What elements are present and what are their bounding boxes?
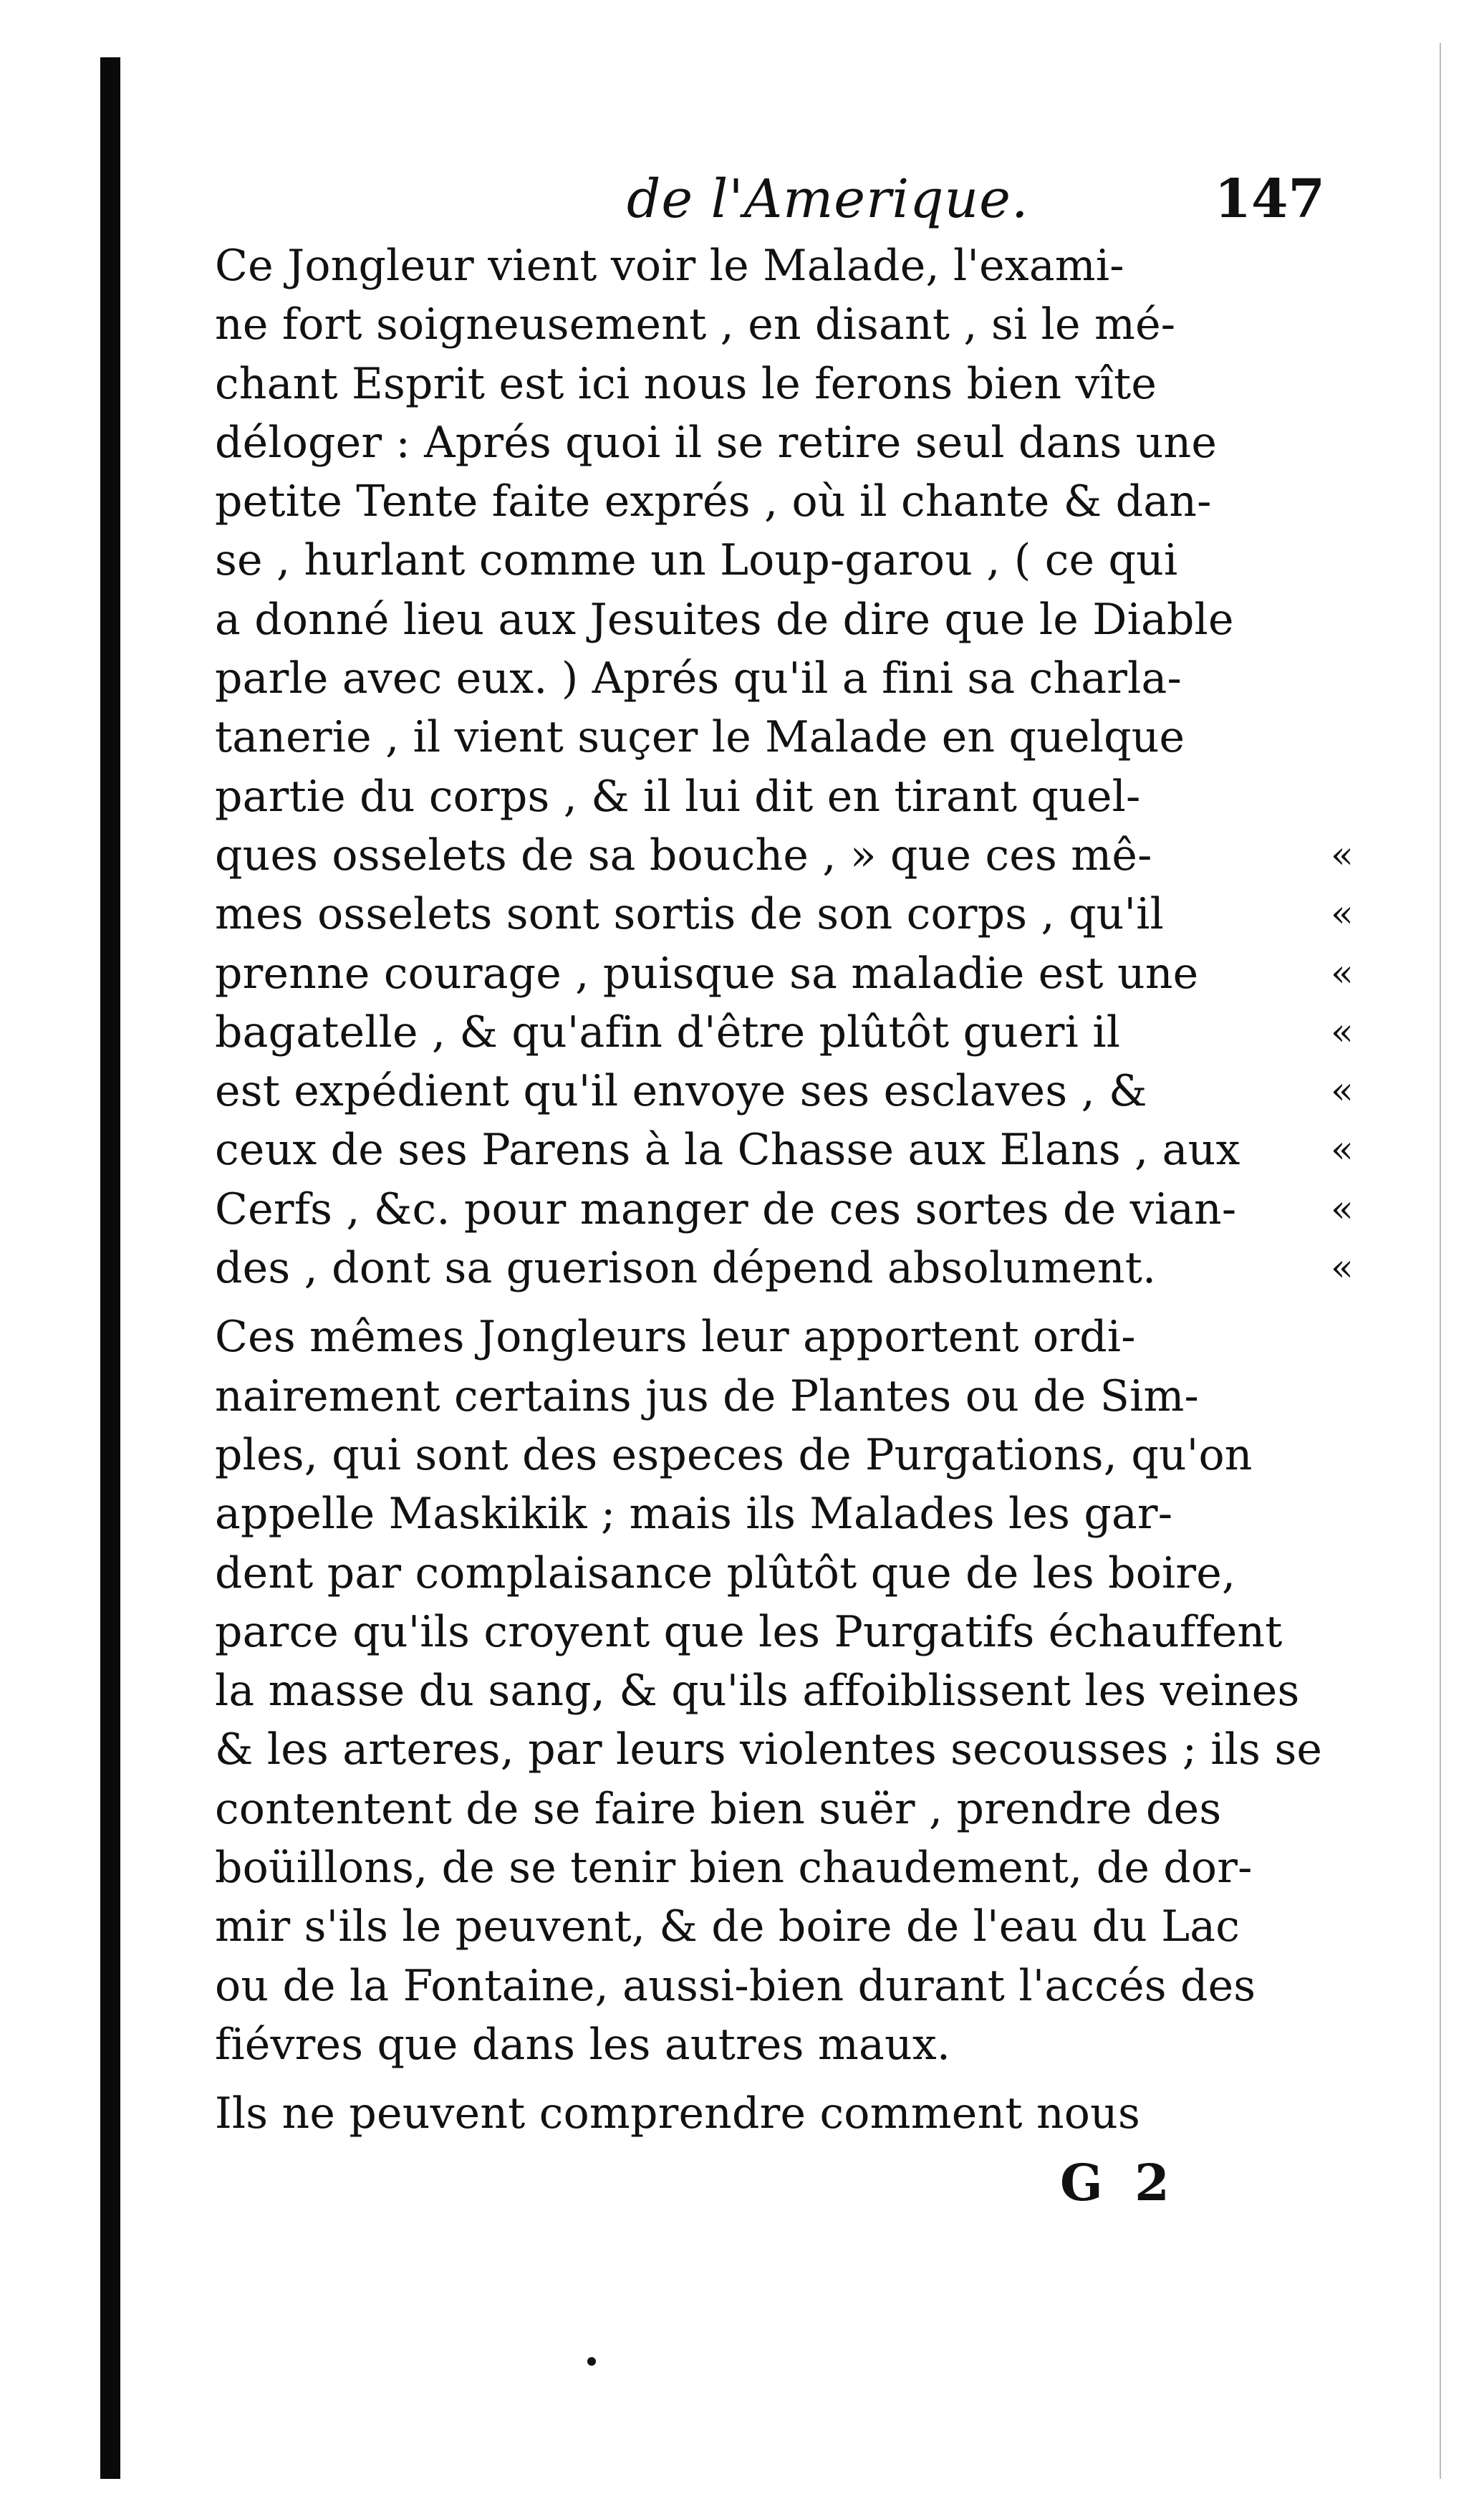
binding-edge bbox=[100, 57, 120, 2479]
line-text: a donné lieu aux Jesuites de dire que le Diable bbox=[215, 594, 1234, 645]
quote-mark: « bbox=[1330, 1247, 1354, 1290]
line-text: des , dont sa guerison dépend absolument. bbox=[215, 1243, 1157, 1294]
line-text: nairement certains jus de Plantes ou de Sim- bbox=[215, 1371, 1200, 1421]
line-text: boüillons, de se tenir bien chaudement, de dor- bbox=[215, 1843, 1253, 1894]
quote-mark: « bbox=[1330, 1128, 1354, 1172]
line-text: ceux de ses Parens à la Chasse aux Elans , aux bbox=[215, 1125, 1240, 1176]
line-text: la masse du sang, & qu'ils affoiblissent les veines bbox=[215, 1666, 1300, 1717]
line-text: est expédient qu'il envoye ses esclaves , & bbox=[215, 1066, 1147, 1117]
line-text: appelle Maskikik ; mais ils Malades les gar- bbox=[215, 1489, 1173, 1540]
text-line bbox=[215, 1838, 1325, 1897]
line-text: petite Tente faite exprés , où il chante & dan- bbox=[215, 476, 1212, 527]
text-line bbox=[215, 413, 1325, 472]
text-line bbox=[215, 1897, 1325, 1956]
text-line bbox=[215, 885, 1354, 944]
line-text: ques osselets de sa bouche , » que ces mê- bbox=[215, 830, 1152, 881]
text-line bbox=[215, 1484, 1325, 1543]
text-line bbox=[215, 295, 1325, 354]
text-line bbox=[215, 1603, 1325, 1661]
line-text: se , hurlant comme un Loup-garou , ( ce qui bbox=[215, 535, 1178, 586]
text-line bbox=[215, 1308, 1325, 1366]
text-line bbox=[215, 236, 1325, 295]
line-text: ples, qui sont des especes de Purgations, qu'on bbox=[215, 1429, 1253, 1480]
line-text: bagatelle , & qu'afin d'être plûtôt gueri il bbox=[215, 1007, 1121, 1057]
quote-mark: « bbox=[1330, 893, 1354, 936]
text-line bbox=[215, 355, 1325, 413]
text-line bbox=[215, 708, 1325, 767]
line-text: chant Esprit est ici nous le ferons bien vîte bbox=[215, 358, 1157, 409]
quote-mark: « bbox=[1330, 833, 1354, 877]
text-line bbox=[215, 531, 1325, 590]
text-line bbox=[215, 1780, 1325, 1838]
body-text bbox=[215, 236, 1354, 2144]
line-text: Cerfs , &c. pour manger de ces sortes de vian- bbox=[215, 1184, 1237, 1234]
text-line bbox=[215, 1957, 1325, 2015]
line-text: tanerie , il vient suçer le Malade en quelque bbox=[215, 712, 1185, 763]
text-line bbox=[215, 944, 1354, 1003]
text-line bbox=[215, 649, 1325, 708]
text-line bbox=[215, 1544, 1325, 1603]
signature-mark: G 2 bbox=[1060, 2153, 1177, 2212]
quote-mark: « bbox=[1330, 1010, 1354, 1054]
line-text: mes osselets sont sortis de son corps , qu'il bbox=[215, 889, 1165, 940]
text-line bbox=[215, 590, 1325, 649]
line-text: mir s'ils le peuvent, & de boire de l'eau du Lac bbox=[215, 1901, 1240, 1952]
quote-mark: « bbox=[1330, 1187, 1354, 1231]
quote-mark: « bbox=[1330, 1070, 1354, 1113]
text-line bbox=[215, 1367, 1325, 1426]
text-line bbox=[215, 767, 1325, 826]
line-text: & les arteres, par leurs violentes secousses ; ils se bbox=[215, 1724, 1323, 1775]
text-line bbox=[215, 1661, 1325, 1720]
running-head: de l'Amerique. bbox=[627, 168, 1029, 230]
line-text: parce qu'ils croyent que les Purgatifs échauffent bbox=[215, 1606, 1283, 1657]
line-text: parle avec eux. ) Aprés qu'il a fini sa charla- bbox=[215, 653, 1182, 704]
line-text: ne fort soigneusement , en disant , si le mé- bbox=[215, 299, 1176, 350]
line-text: fiévres que dans les autres maux. bbox=[215, 2019, 951, 2070]
ink-dot bbox=[587, 2357, 596, 2366]
text-line bbox=[215, 1426, 1325, 1484]
text-line bbox=[215, 1062, 1354, 1121]
line-text: Ces mêmes Jongleurs leur apportent ordi- bbox=[215, 1312, 1136, 1363]
page-number: 147 bbox=[1214, 168, 1325, 230]
text-line bbox=[215, 1121, 1354, 1179]
line-text: Ils ne peuvent comprendre comment nous bbox=[215, 2088, 1140, 2139]
line-text: déloger : Aprés quoi il se retire seul dans une bbox=[215, 417, 1218, 468]
line-text: prenne courage , puisque sa maladie est une bbox=[215, 948, 1199, 999]
line-text: Ce Jongleur vient voir le Malade, l'exami- bbox=[215, 241, 1124, 291]
page-header bbox=[236, 154, 1325, 240]
text-line bbox=[215, 826, 1354, 885]
quote-mark: « bbox=[1330, 951, 1354, 995]
text-line bbox=[215, 1003, 1354, 1062]
line-text: ou de la Fontaine, aussi-bien durant l'accés des bbox=[215, 1960, 1256, 2011]
text-line bbox=[215, 1239, 1354, 1297]
text-line bbox=[215, 2015, 1325, 2074]
line-text: contentent de se faire bien suër , prendre des bbox=[215, 1783, 1222, 1834]
text-line bbox=[215, 472, 1325, 531]
page-right-edge bbox=[1440, 43, 1441, 2479]
text-line bbox=[215, 1180, 1354, 1239]
text-line bbox=[215, 1720, 1325, 1779]
line-text: partie du corps , & il lui dit en tirant quel- bbox=[215, 771, 1141, 822]
text-line bbox=[215, 2084, 1325, 2143]
line-text: dent par complaisance plûtôt que de les boire, bbox=[215, 1548, 1236, 1598]
